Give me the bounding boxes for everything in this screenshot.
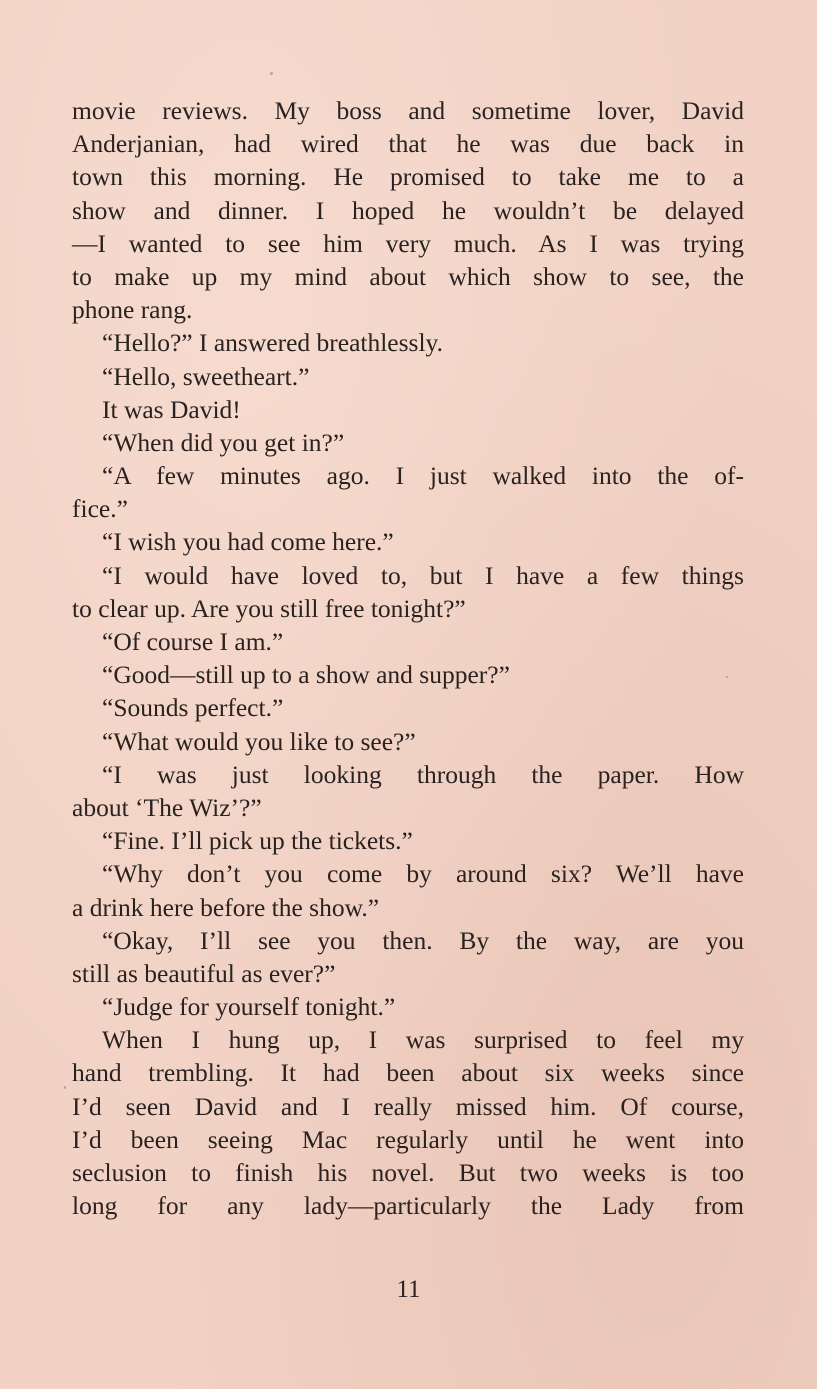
text-line: “Judge for yourself tonight.” bbox=[102, 992, 396, 1022]
text-line: to make up my mind about which show to see, the bbox=[72, 261, 744, 291]
text-line: Anderjanian, had wired that he was due back in bbox=[72, 129, 744, 159]
text-line: still as beautiful as ever?” bbox=[72, 958, 336, 988]
text-line: “Good—still up to a show and supper?” bbox=[102, 660, 510, 690]
text-line: “What would you like to see?” bbox=[102, 726, 416, 756]
text-line: town this morning. He promised to take me to a bbox=[72, 162, 744, 192]
text-line: I’d seen David and I really missed him. Of course, bbox=[72, 1091, 744, 1121]
text-line: phone rang. bbox=[72, 295, 193, 325]
text-line: I’d been seeing Mac regularly until he went into bbox=[72, 1124, 744, 1154]
text-line: to clear up. Are you still free tonight?” bbox=[72, 593, 466, 623]
text-line: fice.” bbox=[72, 494, 128, 524]
text-line: “Fine. I’ll pick up the tickets.” bbox=[102, 826, 413, 856]
text-line: about ‘The Wiz’?” bbox=[72, 792, 262, 822]
text-line: “Okay, I’ll see you then. By the way, are you bbox=[102, 925, 744, 955]
text-line: “I would have loved to, but I have a few things bbox=[102, 560, 744, 590]
body-text bbox=[72, 94, 744, 1222]
text-line: “A few minutes ago. I just walked into the of- bbox=[102, 461, 744, 491]
text-line: “Hello?” I answered breathlessly. bbox=[102, 328, 444, 358]
text-line: “Sounds perfect.” bbox=[102, 693, 284, 723]
text-line: a drink here before the show.” bbox=[72, 892, 380, 922]
text-line: long for any lady—particularly the Lady from bbox=[72, 1191, 744, 1221]
text-line: It was David! bbox=[102, 394, 241, 424]
text-line: “Hello, sweetheart.” bbox=[102, 361, 310, 391]
text-line: “Why don’t you come by around six? We’ll have bbox=[102, 859, 744, 889]
text-line: “Of course I am.” bbox=[102, 627, 284, 656]
text-line: movie reviews. My boss and sometime lover, David bbox=[72, 96, 744, 125]
page-number: 11 bbox=[396, 1276, 421, 1303]
text-line: “I was just looking through the paper. How bbox=[102, 759, 744, 789]
text-line: hand trembling. It had been about six weeks since bbox=[72, 1058, 744, 1088]
text-line: “I wish you had come here.” bbox=[102, 527, 394, 557]
text-line: When I hung up, I was surprised to feel my bbox=[102, 1025, 744, 1055]
paper-speck bbox=[64, 1086, 66, 1089]
text-line: show and dinner. I hoped he wouldn’t be delayed bbox=[72, 195, 744, 225]
text-line: “When did you get in?” bbox=[102, 427, 345, 457]
text-line: —I wanted to see him very much. As I was trying bbox=[72, 228, 744, 258]
text-line: seclusion to finish his novel. But two weeks is too bbox=[72, 1158, 744, 1187]
paper-speck bbox=[270, 72, 273, 75]
